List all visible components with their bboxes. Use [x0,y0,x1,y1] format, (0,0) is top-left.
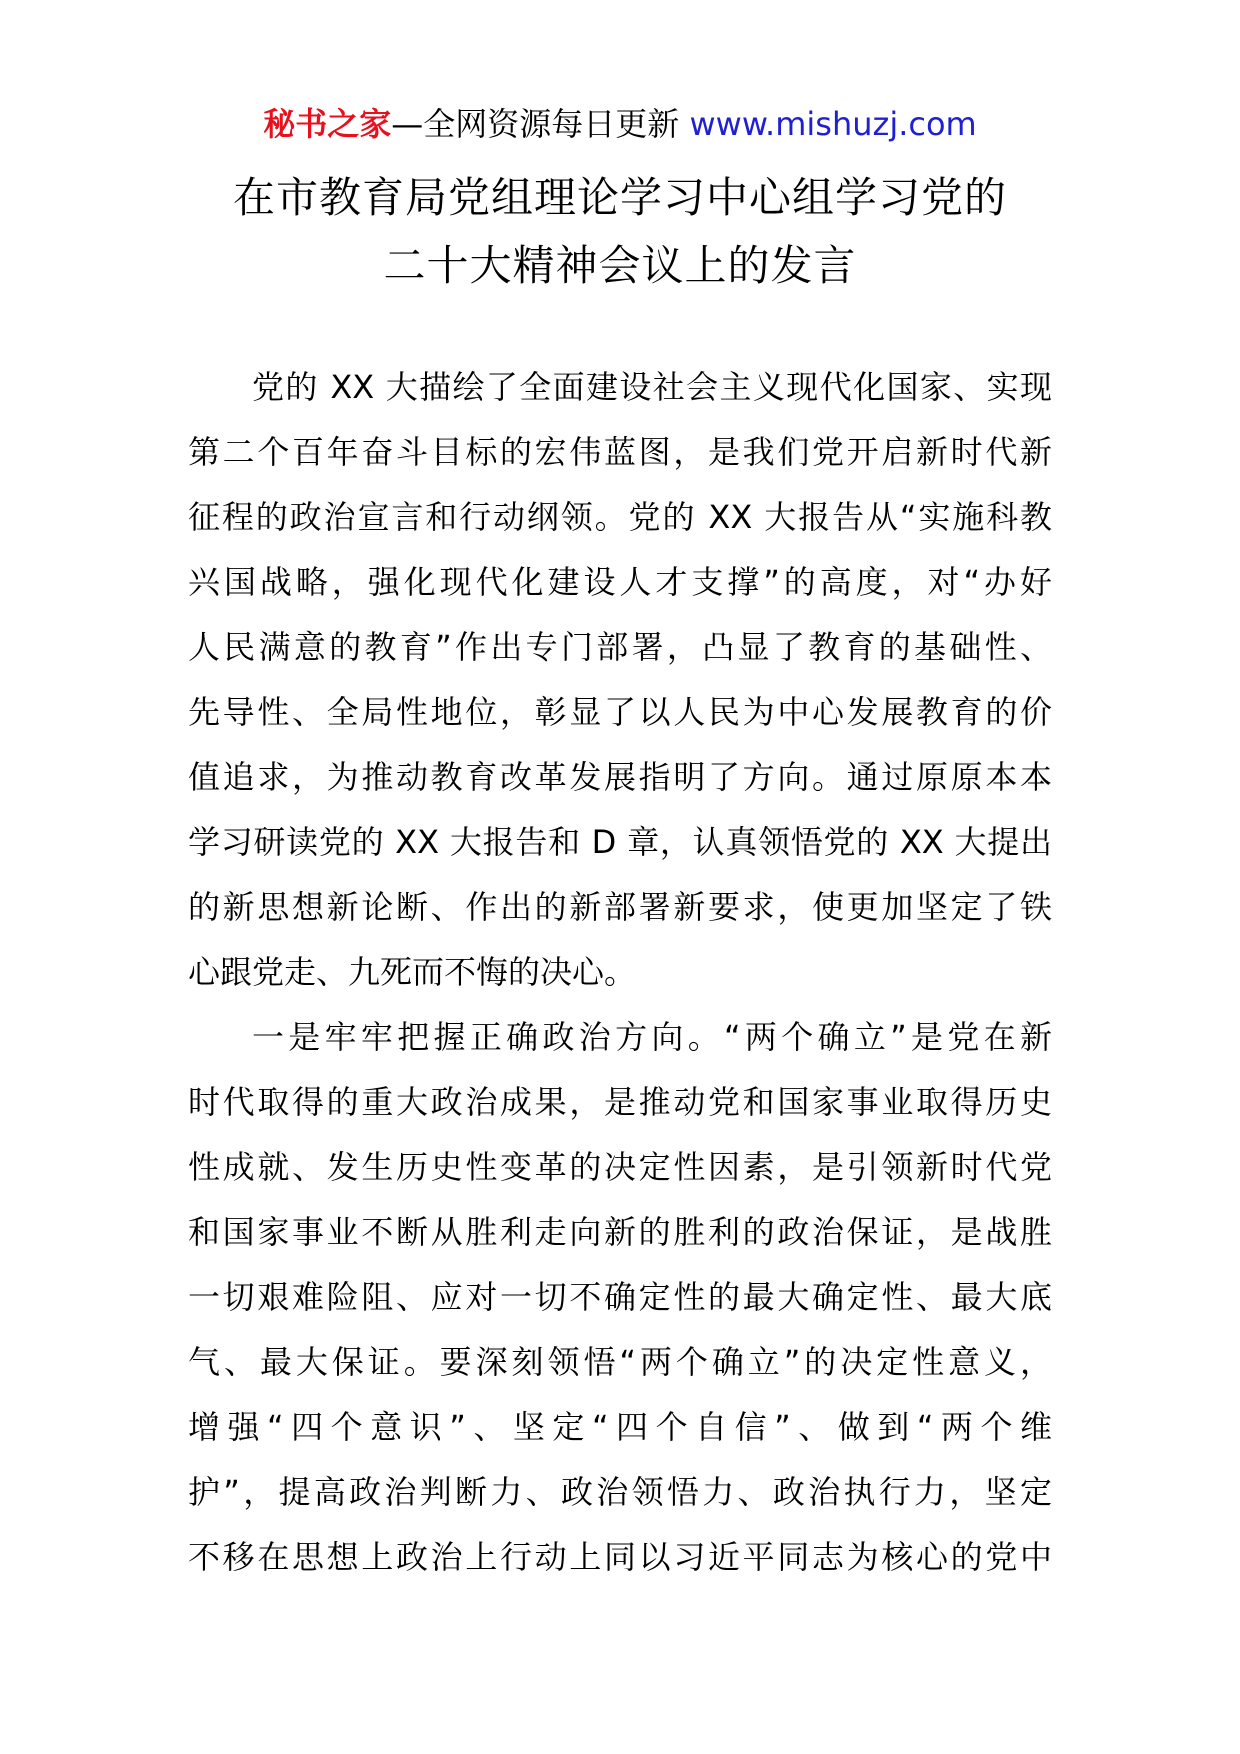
document-body [188,355,1052,1590]
paragraph-line: 党的 XX 大描绘了全面建设社会主义现代化国家、实现 [252,368,1052,406]
paragraph-line: 一是牢牢把握正确政治方向。“两个确立”是党在新 [252,1018,1052,1056]
site-url-link[interactable]: www.mishuzj.com [689,105,977,143]
title-line-1: 在市教育局党组理论学习中心组学习党的 [232,173,1007,222]
document-title [0,164,1240,300]
paragraph-line: 学习研读党的 XX 大报告和 D 章，认真领悟党的 XX 大提出 [188,823,1052,861]
paragraph-line: 气、最大保证。要深刻领悟“两个确立”的决定性意义， [188,1343,1052,1381]
paragraph-line: 兴国战略，强化现代化建设人才支撑”的高度，对“办好 [188,563,1052,601]
brand-name: 秘书之家 [263,105,392,143]
paragraph-2 [188,1005,1052,1590]
paragraph-line: 人民满意的教育”作出专门部署，凸显了教育的基础性、 [188,628,1052,666]
paragraph-1 [188,355,1052,1005]
header-tagline: —全网资源每日更新 [391,105,680,143]
paragraph-line: 第二个百年奋斗目标的宏伟蓝图，是我们党开启新时代新 [188,433,1052,471]
paragraph-line: 先导性、全局性地位，彰显了以人民为中心发展教育的价 [188,693,1052,731]
paragraph-line: 和国家事业不断从胜利走向新的胜利的政治保证，是战胜 [188,1213,1052,1251]
paragraph-line: 不移在思想上政治上行动上同以习近平同志为核心的党中 [188,1538,1052,1576]
paragraph-line: 一切艰难险阻、应对一切不确定性的最大确定性、最大底 [188,1278,1052,1316]
paragraph-line: 护”，提高政治判断力、政治领悟力、政治执行力，坚定 [188,1473,1052,1511]
paragraph-line: 增强“四个意识”、坚定“四个自信”、做到“两个维 [188,1408,1052,1446]
paragraph-line: 值追求，为推动教育改革发展指明了方向。通过原原本本 [188,758,1052,796]
paragraph-line: 时代取得的重大政治成果，是推动党和国家事业取得历史 [188,1083,1052,1121]
title-line-2: 二十大精神会议上的发言 [383,241,857,290]
site-header [0,102,1240,146]
paragraph-line: 的新思想新论断、作出的新部署新要求，使更加坚定了铁 [188,888,1052,926]
paragraph-line: 征程的政治宣言和行动纲领。党的 XX 大报告从“实施科教 [188,498,1052,536]
paragraph-line: 心跟党走、九死而不悔的决心。 [188,953,637,991]
paragraph-line: 性成就、发生历史性变革的决定性因素，是引领新时代党 [188,1148,1052,1186]
